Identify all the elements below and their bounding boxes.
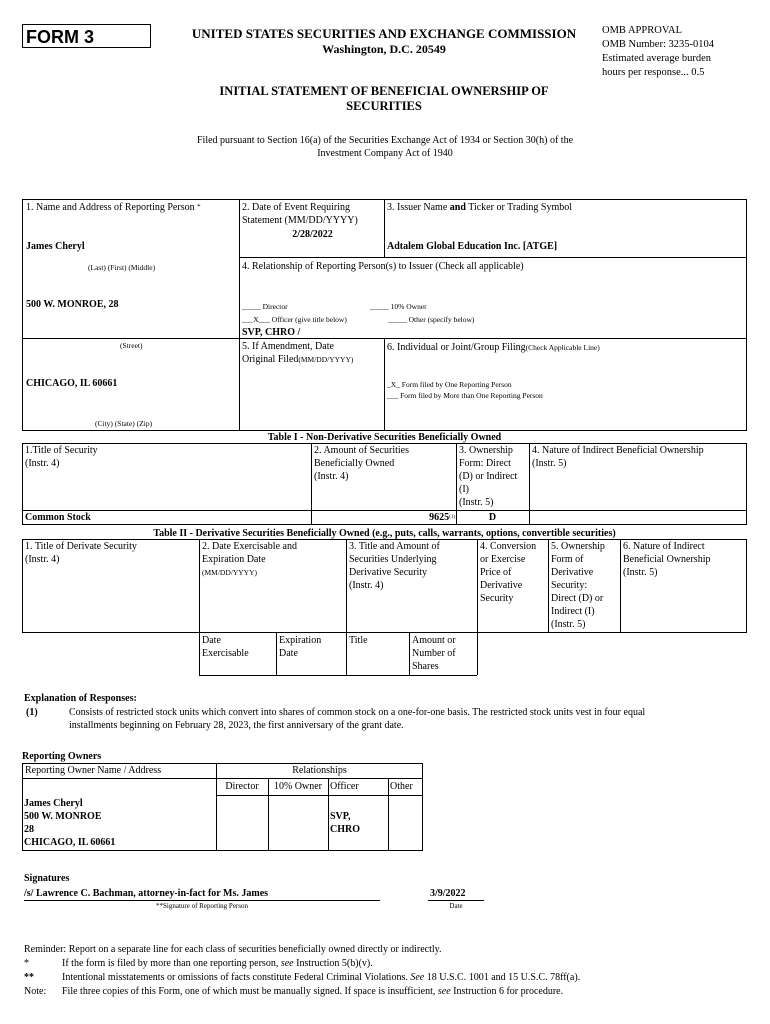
relationship-officer: ___X___ Officer (give title below)	[242, 315, 347, 324]
table2-header-title: 1. Title of Derivate Security (Instr. 4)	[25, 541, 137, 565]
owners-col-director: Director	[225, 781, 259, 792]
issuer-name: Adtalem Global Education Inc. [ATGE]	[387, 241, 558, 252]
ownership-form: D	[488, 512, 497, 523]
form-label-box	[22, 24, 151, 48]
form-title-line: SECURITIES	[346, 99, 422, 113]
table2-header-conversion: 4. Conversion or Exercise Price of Derivative Security	[480, 541, 537, 604]
omb-line: hours per response... 0.5	[602, 67, 705, 78]
date-caption: Date	[449, 902, 463, 910]
divider	[548, 539, 549, 633]
subheader-expiration: Expiration Date	[279, 635, 322, 659]
street-caption: (Street)	[120, 341, 143, 350]
table2-header-dates: 2. Date Exercisable and Expiration Date (MM/DD/YYYY)	[202, 541, 297, 577]
form-label: FORM 3	[26, 27, 95, 47]
relationship-other: _____ Other (specify below)	[388, 315, 475, 324]
owner-name-address: James Cheryl 500 W. MONROE 28 CHICAGO, IL 60661	[24, 798, 116, 848]
table2-header-underlying: 3. Title and Amount of Securities Underlying Derivative Security (Instr. 4)	[349, 541, 440, 591]
filed-pursuant-line: Investment Company Act of 1940	[317, 148, 453, 159]
owners-col-officer: Officer	[330, 781, 359, 792]
divider	[22, 778, 423, 779]
table2-header-ownership: 5. Ownership Form of Derivative Security: Direct (D) or Indirect (I) (Instr. 5)	[551, 541, 605, 630]
owners-col-other: Other	[390, 781, 413, 792]
signature-caption: **Signature of Reporting Person	[156, 902, 248, 910]
signature-date: 3/9/2022	[430, 888, 466, 899]
subheader-date-exercisable: Date Exercisable	[202, 635, 249, 659]
subheader-amount: Amount or Number of Shares	[412, 635, 456, 672]
reporting-person-city: CHICAGO, IL 60661	[26, 378, 118, 389]
security-amount: 9625$^{(1)}$	[429, 512, 455, 523]
officer-title: SVP, CHRO /	[242, 327, 301, 338]
box2-label: 2. Date of Event Requiring Statement (MM/DD/YYYY)	[242, 202, 358, 226]
table2-header-nature: 6. Nature of Indirect Beneficial Ownership (Instr. 5)	[623, 541, 711, 578]
filing-option-one: _X_ Form filed by One Reporting Person	[387, 380, 512, 389]
explanation-heading: Explanation of Responses:	[24, 693, 137, 704]
signatures-heading: Signatures	[24, 873, 70, 884]
city-caption: (City) (State) (Zip)	[95, 419, 153, 428]
agency-location: Washington, D.C. 20549	[322, 42, 446, 56]
box5-label: 5. If Amendment, Date Original Filed(MM/DD/YYYY)	[242, 341, 354, 365]
owners-col-ten-percent: 10% Owner	[273, 781, 323, 792]
star-note: If the form is filed by more than one reporting person, see Instruction 5(b)(v).	[62, 958, 373, 969]
event-date: 2/28/2022	[292, 229, 333, 240]
reporting-person-street: 500 W. MONROE, 28	[26, 299, 119, 310]
footnote-ref: (1)	[449, 515, 455, 520]
note-text: File three copies of this Form, one of which must be manually signed. If space is insufficient, see Instruction 6 for procedure.	[62, 986, 564, 997]
table1-header-title: 1.Title of Security (Instr. 4)	[25, 445, 98, 469]
reminder-note: Reminder: Report on a separate line for each class of securities beneficially owned directly or indirectly.	[24, 944, 442, 955]
name-caption: (Last) (First) (Middle)	[88, 263, 156, 272]
table1-header-nature: 4. Nature of Indirect Beneficial Ownership (Instr. 5)	[532, 445, 704, 469]
box3-label: 3. Issuer Name and Ticker or Trading Symbol	[387, 202, 573, 213]
divider	[477, 539, 478, 675]
divider	[346, 539, 347, 675]
filed-pursuant	[120, 134, 650, 160]
divider	[620, 539, 621, 633]
owners-col-relationships: Relationships	[292, 765, 347, 776]
filed-pursuant-line: Filed pursuant to Section 16(a) of the Securities Exchange Act of 1934 or Section 30(h) of the	[196, 135, 574, 146]
divider	[239, 338, 747, 339]
divider	[199, 539, 200, 675]
owner-officer-title: SVP, CHRO	[330, 811, 360, 835]
divider	[216, 795, 423, 796]
omb-line: OMB APPROVAL	[602, 25, 683, 36]
omb-line: OMB Number: 3235-0104	[602, 39, 714, 50]
relationship-ten-percent: _____ 10% Owner	[370, 302, 427, 311]
form-title-line: INITIAL STATEMENT OF BENEFICIAL OWNERSHIP OF	[219, 84, 549, 98]
relationship-director: _____ Director	[242, 302, 288, 311]
signature-name: /s/ Lawrence C. Bachman, attorney-in-fact for Ms. James	[24, 888, 269, 899]
omb-approval	[602, 24, 714, 80]
divider	[384, 338, 385, 431]
box6-label: 6. Individual or Joint/Group Filing(Check Applicable Line)	[387, 342, 600, 353]
divider	[199, 675, 477, 676]
filing-option-multiple: ___ Form filed by More than One Reporting Person	[387, 391, 543, 400]
subheader-title: Title	[349, 635, 368, 646]
note-marker: Note:	[24, 986, 47, 997]
box4-label: 4. Relationship of Reporting Person(s) to Issuer (Check all applicable)	[242, 261, 524, 272]
footnote-marker: *	[197, 203, 201, 211]
table1-header-ownership: 3. Ownership Form: Direct (D) or Indirect (I) (Instr. 5)	[459, 445, 518, 508]
divider	[239, 257, 747, 258]
divider	[388, 778, 389, 851]
form-title	[170, 84, 598, 114]
footnote-number: (1)	[26, 707, 38, 718]
double-star-note: Intentional misstatements or omissions of facts constitute Federal Criminal Violations. See 18 U.S.C. 1001 and 15 U.S.C. 78ff(a).	[62, 972, 581, 983]
divider	[276, 633, 277, 675]
table2-title: Table II - Derivative Securities Beneficially Owned (e.g., puts, calls, warrants, options, convertible securities)	[153, 528, 616, 539]
agency-name: UNITED STATES SECURITIES AND EXCHANGE COMMISSION	[191, 26, 577, 41]
owners-heading: Reporting Owners	[22, 751, 102, 762]
divider	[328, 778, 329, 851]
footnote-text: Consists of restricted stock units which convert into shares of common stock on a one-for-one basis. The restricted stock units vest in four equal installments beginning on February 28, 2023, the first anniversary of the grant date.	[69, 707, 646, 731]
star-marker: *	[24, 958, 29, 969]
security-title: Common Stock	[25, 512, 91, 523]
double-star-marker: **	[24, 972, 34, 983]
divider	[529, 443, 530, 525]
table1-header-amount: 2. Amount of Securities Beneficially Owned (Instr. 4)	[314, 445, 409, 482]
omb-line: Estimated average burden	[602, 53, 712, 64]
table1-title: Table I - Non-Derivative Securities Beneficially Owned	[267, 432, 502, 443]
reporting-person-name: James Cheryl	[26, 241, 85, 252]
owners-col-name: Reporting Owner Name / Address	[25, 765, 162, 776]
divider	[409, 633, 410, 675]
box1-label: 1. Name and Address of Reporting Person *	[26, 202, 201, 213]
